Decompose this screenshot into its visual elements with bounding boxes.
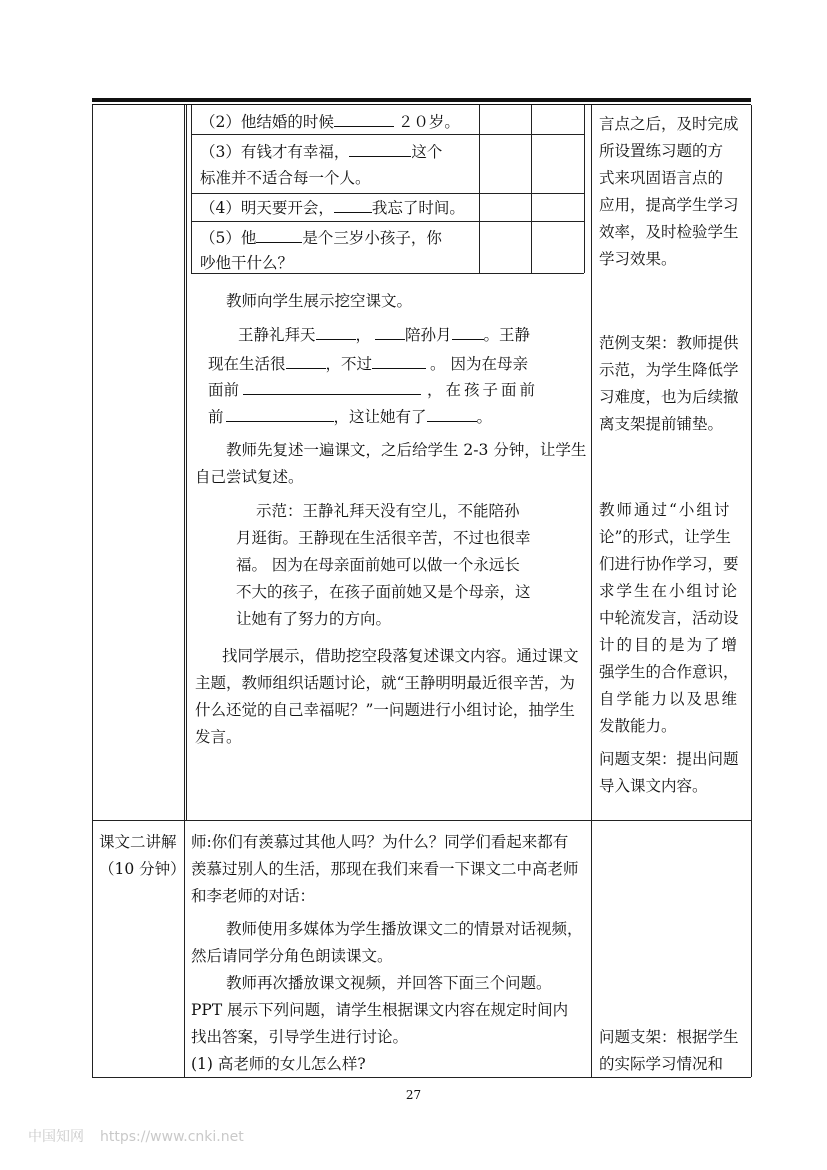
note-line: 应用，提高学生学习 [599,196,739,214]
section2-line: (1) 高老师的女儿怎么样? [191,1055,366,1073]
exercise-table-right [584,105,585,273]
exercise-text: （5）他 [200,229,257,247]
exercise-row-line [191,221,584,222]
table-line-right [751,105,752,1077]
section2-line: 教师再次播放课文视频，并回答下面三个问题。 [226,974,552,992]
exercise-item-3 [200,138,442,165]
exercise-text: （3）有钱才有幸福， [200,143,350,161]
note-line: 自学能力以及思维 [599,690,740,708]
section2-line: 然后请同学分角色朗读课文。 [191,947,393,965]
blank-passage-line [208,350,528,377]
note-line: 效率，及时检验学生 [599,223,739,241]
exercise-text: 我忘了时间。 [371,199,465,217]
note-line: 的实际学习情况和 [599,1055,724,1073]
example-line-2: 月逛街。王静现在生活很辛苦，不过也很幸 [236,529,531,547]
passage-text: ， [355,326,372,344]
exercise-text: （4）明天要开会， [200,199,334,217]
fill-blank [349,138,411,157]
fill-blank [334,194,372,213]
example-line-1: 示范：王静礼拜天没有空儿，不能陪孙 [256,502,520,520]
table-line-col2 [591,105,592,1077]
passage-text: 。 [476,408,493,426]
exercise-item-2 [200,108,460,135]
example-line-4: 不大的孩子，在孩子面前她又是个母亲，这 [236,583,531,601]
note-line: 教师通过“小组讨 [599,501,732,519]
note-line: 范例支架：教师提供 [599,334,739,352]
section2-line: 教师使用多媒体为学生播放课文二的情景对话视频， [226,920,583,938]
passage-text: 王静礼拜天 [238,326,316,344]
exercise-table-left [191,105,192,273]
discussion-line-1: 找同学展示，借助挖空段落复述课文内容。通过课文 [222,647,579,665]
passage-text: 面前 [208,381,240,399]
fill-blank [316,321,356,340]
passage-text: 陪孙月 [405,326,452,344]
exercise-item-4 [200,194,465,221]
watermark-brand: 中国知网 [28,1129,84,1145]
cnki-watermark [28,1126,244,1146]
header-rule-thick [92,98,751,102]
section2-line: 和李老师的对话： [191,887,316,905]
retell-line-1: 教师先复述一遍课文，之后给学生 2-3 分钟，让学生 [226,441,587,459]
discussion-line-2: 主题，教师组织话题讨论，就“王静明明最近很辛苦，为 [195,674,575,692]
discussion-line-4: 发言。 [195,728,242,746]
fill-blank [256,224,302,243]
example-line-5: 让她有了努力的方向。 [236,610,392,628]
exercise-text: （2）他结婚的时候 [200,113,334,131]
passage-text: 。 因为在母亲 [430,355,528,373]
discussion-line-3: 什么还觉的自己幸福呢？”一问题进行小组讨论，抽学生 [195,701,575,719]
passage-text: ，不过 [325,355,373,373]
note-line: 言点之后，及时完成 [599,115,739,133]
note-line: 中轮流发言，活动设 [599,609,739,627]
fill-blank [452,321,484,340]
note-line: 问题支架：提出问题 [599,750,739,768]
passage-text: ，这让她有了 [333,408,427,426]
note-line: 论”的形式，让学生 [599,528,731,546]
note-line: 习难度，也为后续撤 [599,388,739,406]
note-line: 发散能力。 [599,717,677,735]
note-line: 求学生在小组讨论 [599,582,740,600]
exercise-text: 这个 [411,143,443,161]
table-line-col1-inner [186,105,187,820]
page-number: 27 [405,1088,422,1102]
section2-label: 课文二讲解 [99,833,177,851]
fill-blank [372,350,426,369]
exercise-item-3-cont [200,165,371,191]
blank-passage-line [208,403,492,430]
table-line-left [92,105,93,1077]
exercise-item-5-cont [200,250,293,276]
note-line: 导入课文内容。 [599,777,708,795]
show-blank-text: 教师向学生展示挖空课文。 [226,292,413,310]
fill-blank [375,321,405,340]
passage-text: 。王静 [483,326,531,344]
passage-text: 现在生活很 [208,355,286,373]
exercise-table-col3 [531,105,532,273]
passage-text: 前 [208,408,224,426]
exercise-text: 是个三岁小孩子，你 [302,229,442,247]
note-line: 离支架提前铺垫。 [599,415,724,433]
exercise-item-5 [200,224,442,251]
section2-line: 羡慕过别人的生活，那现在我们来看一下课文二中高老师 [191,860,579,878]
blank-passage-line [208,376,538,403]
fill-blank [334,108,394,127]
passage-text: ，在孩子面前 [427,381,539,399]
section2-line: 师:你们有羡慕过其他人吗？为什么？同学们看起来都有 [191,833,569,851]
note-line: 强学生的合作意识， [599,663,739,681]
fill-blank [243,376,421,395]
note-line: 们进行协作学习，要 [599,555,739,573]
retell-line-2: 自己尝试复述。 [195,468,304,486]
section2-duration: （10 分钟） [99,860,186,878]
note-line: 所设置练习题的方 [599,142,724,160]
section2-line: 找出答案，引导学生进行讨论。 [191,1028,409,1046]
note-line: 示范，为学生降低学 [599,361,739,379]
watermark-url: https://www.cnki.net [100,1129,244,1145]
exercise-text: 标准并不适合每一个人。 [200,169,371,187]
note-line: 计的目的是为了增 [599,636,740,654]
blank-passage-line [238,321,530,348]
note-line: 问题支架：根据学生 [599,1028,739,1046]
table-line-col1 [184,105,185,1077]
exercise-table-col2 [479,105,480,273]
note-line: 学习效果。 [599,250,677,268]
fill-blank [427,403,477,422]
section-separator [92,820,751,821]
exercise-text: ２０岁。 [397,113,460,131]
exercise-text: 吵他干什么？ [200,254,294,272]
fill-blank [226,403,334,422]
section2-line: PPT 展示下列问题，请学生根据课文内容在规定时间内 [191,1001,569,1019]
table-bottom-line [92,1077,751,1078]
note-line: 式来巩固语言点的 [599,169,724,187]
fill-blank [286,350,326,369]
example-line-3: 福。 因为在母亲面前她可以做一个永远长 [236,556,520,574]
